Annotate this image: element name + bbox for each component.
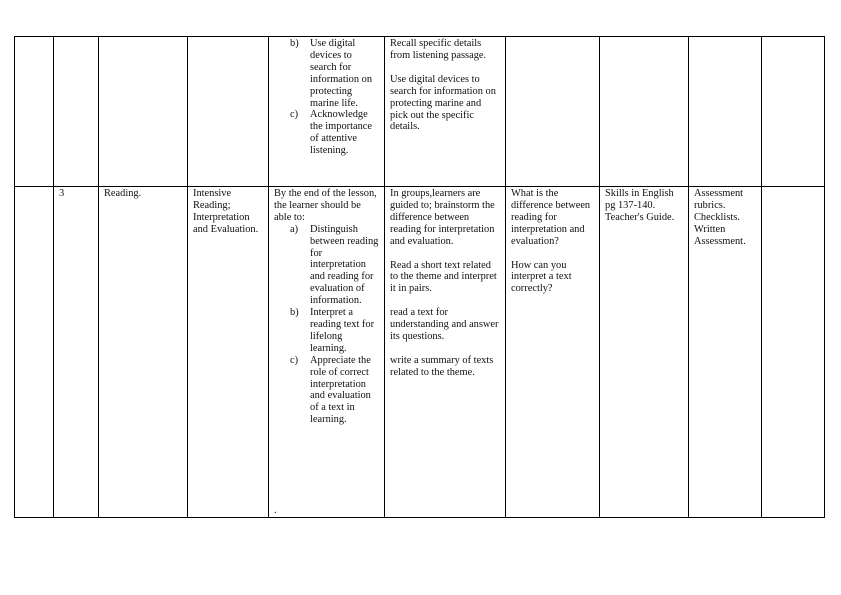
assessment-cell bbox=[689, 37, 762, 187]
objective-item bbox=[290, 224, 380, 307]
week-cell bbox=[15, 37, 54, 187]
objective-item bbox=[290, 355, 380, 426]
experience-text: Read a short text related to the theme and interpret it in pairs. bbox=[390, 259, 497, 295]
remarks-cell bbox=[762, 187, 825, 518]
experience-text: Recall specific details from listening passage. bbox=[390, 38, 487, 61]
experiences-cell bbox=[385, 37, 506, 187]
objectives-cell bbox=[269, 37, 385, 187]
item-text: Interpret a reading text for lifelong learning. bbox=[310, 307, 375, 354]
experience-text: In groups,learners are guided to; brainstorm the difference between reading for interpretation and evaluation. bbox=[390, 188, 495, 247]
sub-strand-cell bbox=[188, 37, 269, 187]
inquiry-cell bbox=[506, 37, 600, 187]
sub-strand-cell: Intensive Reading; Interpretation and Evaluation. bbox=[188, 187, 269, 518]
table-row bbox=[15, 37, 825, 187]
remarks-cell bbox=[762, 37, 825, 187]
objective-item bbox=[290, 38, 380, 109]
objectives-cell bbox=[269, 187, 385, 518]
item-text: Appreciate the role of correct interpretation and evaluation of a text in learning. bbox=[310, 354, 371, 426]
strand-cell bbox=[99, 37, 188, 187]
item-label: c) bbox=[290, 109, 299, 121]
resources-cell: Skills in English pg 137-140. Teacher's Guide. bbox=[600, 187, 689, 518]
item-text: Use digital devices to search for information on protecting marine life. bbox=[310, 38, 373, 109]
objective-item bbox=[290, 307, 380, 355]
inquiry-question: How can you interpret a text correctly? bbox=[511, 259, 572, 295]
item-label: c) bbox=[290, 354, 299, 366]
week-cell bbox=[15, 187, 54, 518]
inquiry-cell bbox=[506, 187, 600, 518]
objectives-trailer: . bbox=[274, 505, 277, 517]
experiences-cell bbox=[385, 187, 506, 518]
experience-text: read a text for understanding and answer its questions. bbox=[390, 307, 499, 343]
lesson-cell bbox=[54, 37, 99, 187]
table-row bbox=[15, 187, 825, 518]
experience-text: write a summary of texts related to the theme. bbox=[390, 354, 494, 378]
item-label: a) bbox=[290, 223, 299, 235]
experience-text: Use digital devices to search for information on protecting marine and pick out the specific details. bbox=[390, 73, 496, 133]
item-text: Distinguish between reading for interpretation and reading for evaluation of information. bbox=[310, 223, 379, 307]
scheme-of-work-table bbox=[14, 36, 825, 518]
resources-cell bbox=[600, 37, 689, 187]
assessment-cell: Assessment rubrics. Checklists. Written Assessment. bbox=[689, 187, 762, 518]
lesson-cell: 3 bbox=[54, 187, 99, 518]
item-text: Acknowledge the importance of attentive listening. bbox=[310, 109, 373, 157]
objectives-intro: By the end of the lesson, the learner should be able to: bbox=[274, 188, 377, 223]
objective-item bbox=[290, 109, 380, 157]
strand-cell: Reading. bbox=[99, 187, 188, 518]
item-label: b) bbox=[290, 307, 299, 319]
item-label: b) bbox=[290, 38, 299, 49]
inquiry-question: What is the difference between reading for interpretation and evaluation? bbox=[511, 188, 591, 247]
